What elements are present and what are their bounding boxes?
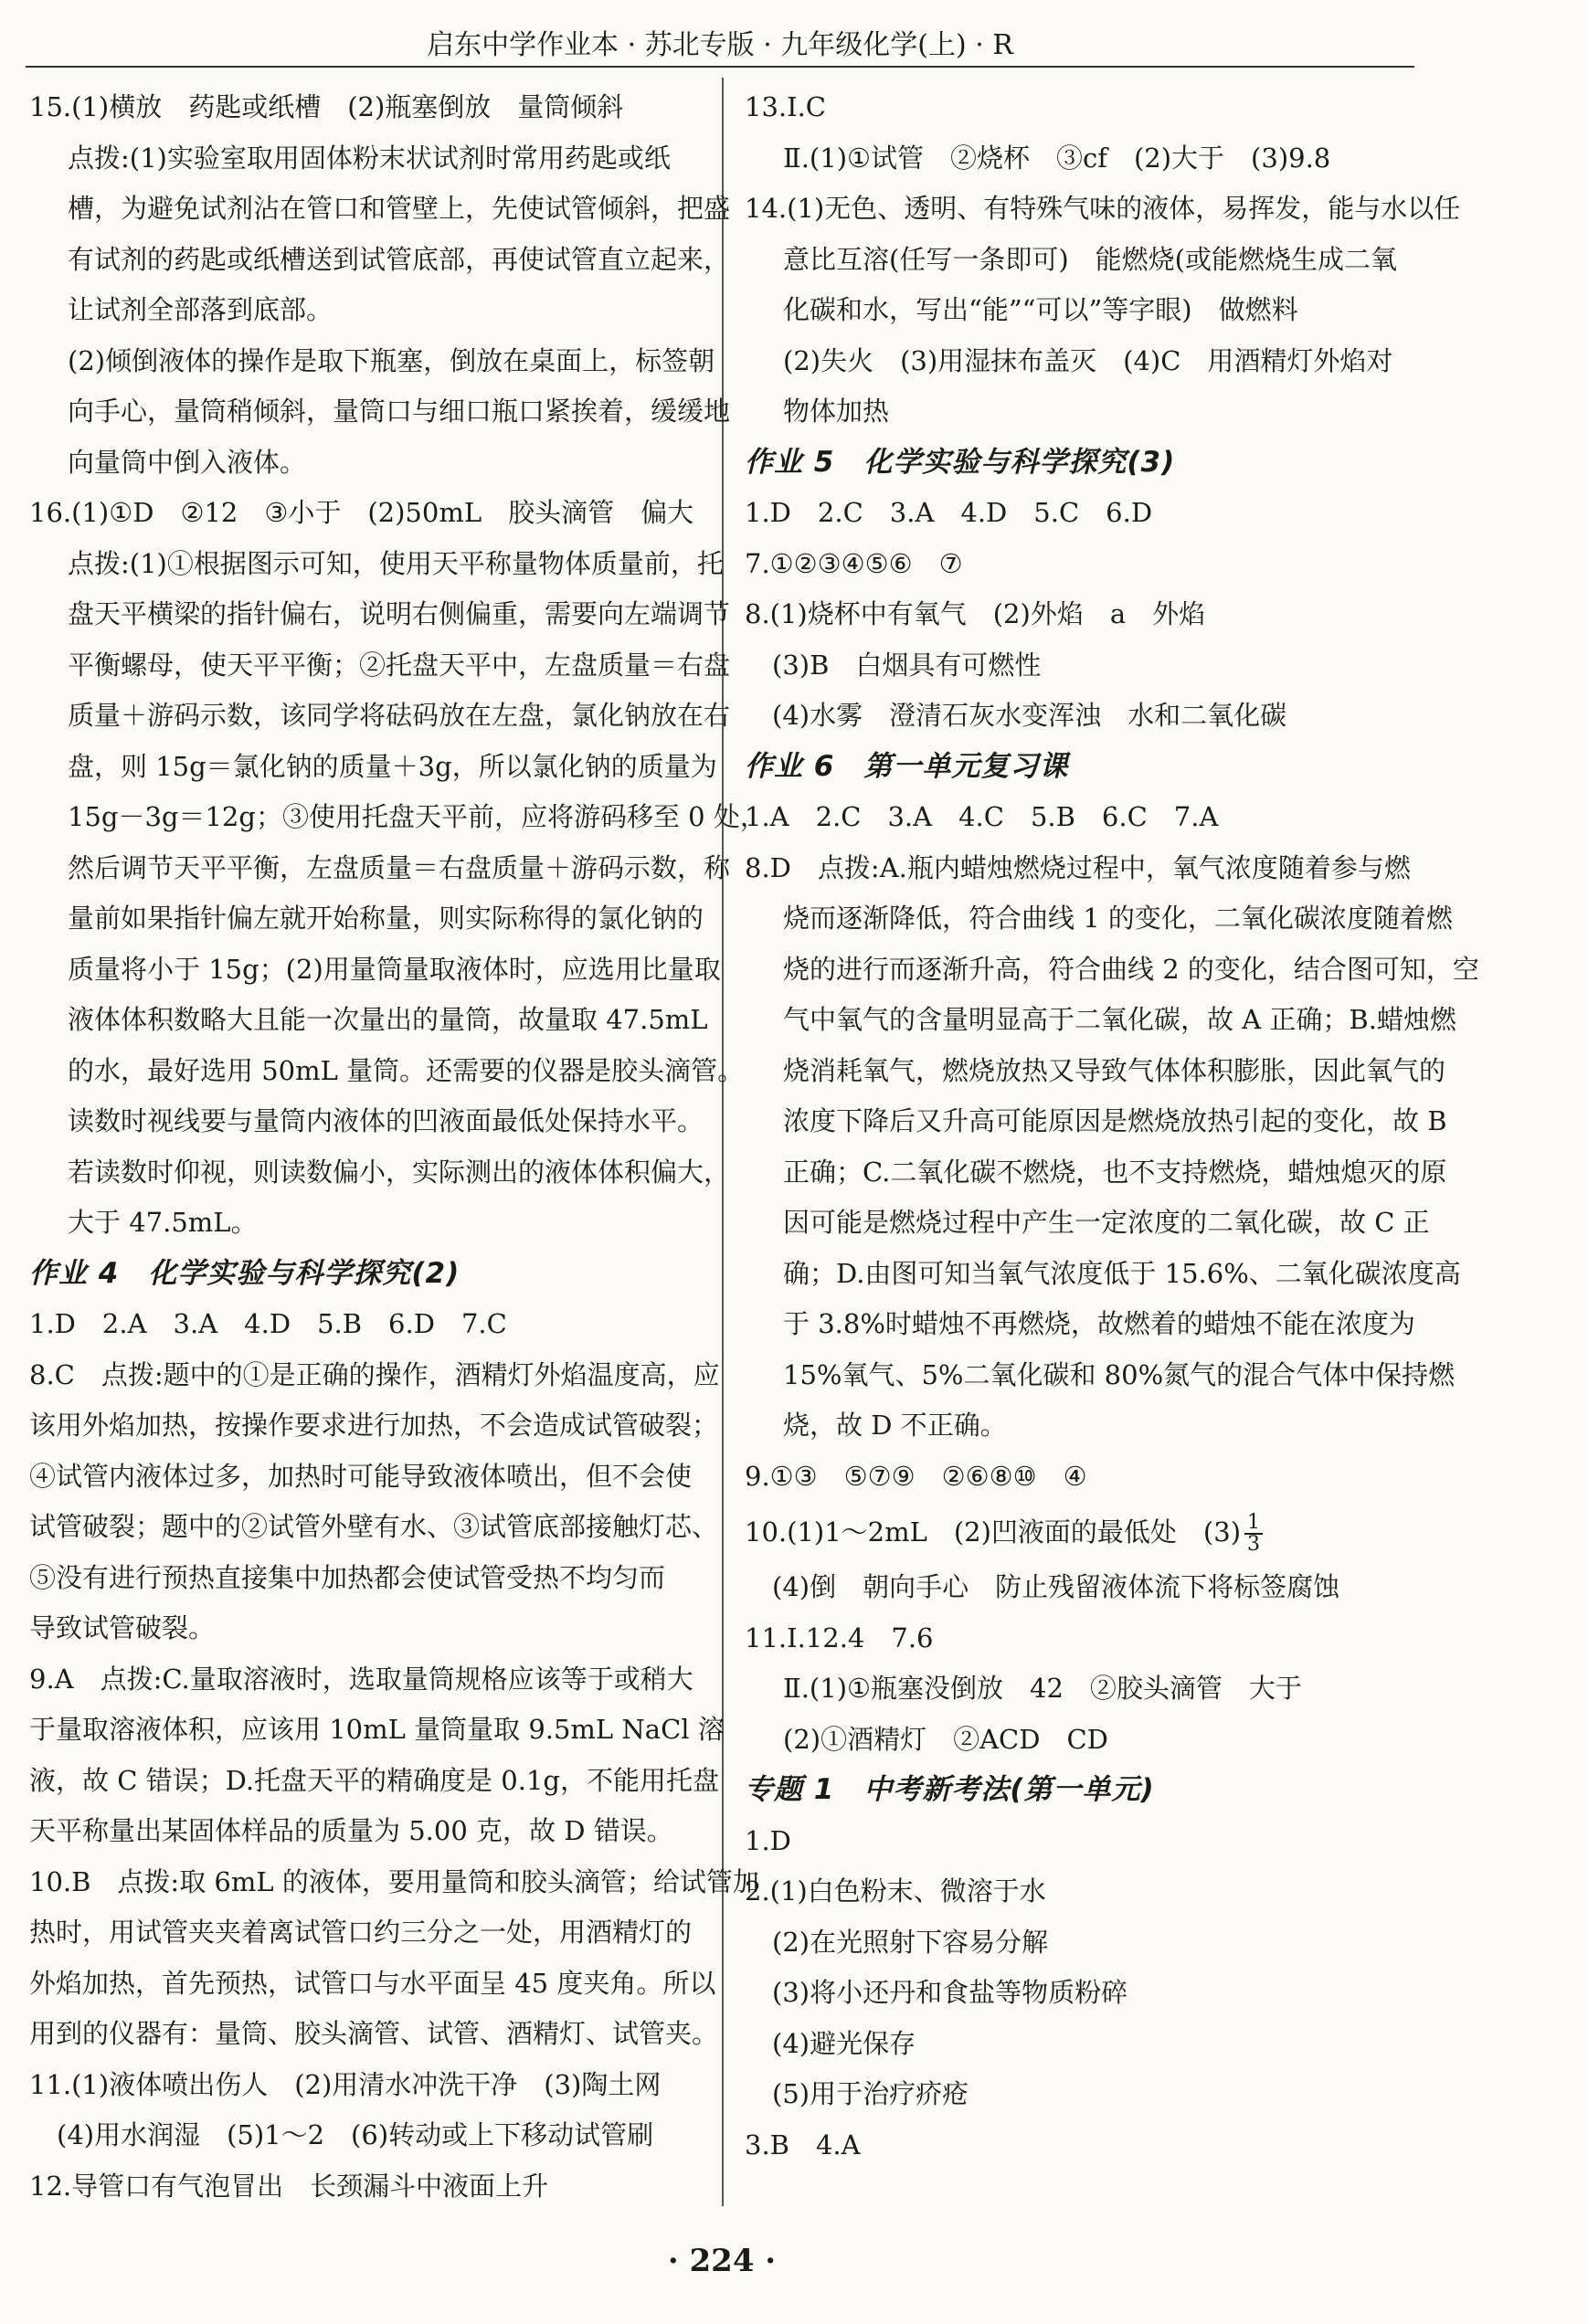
answer-line: 液体体积数略大且能一次量出的量筒，故量取 47.5mL: [68, 1004, 708, 1035]
answer-line: 读数时视线要与量筒内液体的凹液面最低处保持水平。: [68, 1105, 704, 1136]
answer-line: 8.C 点拨:题中的①是正确的操作，酒精灯外焰温度高，应: [29, 1358, 720, 1390]
answer-line: 外焰加热，首先预热，试管口与水平面呈 45 度夹角。所以: [29, 1967, 716, 1999]
answer-line: ④试管内液体过多，加热时可能导致液体喷出，但不会使: [29, 1460, 693, 1492]
answer-line: (4)用水润湿 (5)1～2 (6)转动或上下移动试管刷: [57, 2119, 654, 2150]
answer-line: ⑤没有进行预热直接集中加热都会使试管受热不均匀而: [29, 1561, 666, 1593]
answer-line: 正确；C.二氧化碳不燃烧，也不支持燃烧，蜡烛熄灭的原: [783, 1156, 1447, 1188]
answer-line: 盘天平横梁的指针偏右，说明右侧偏重，需要向左端调节: [68, 598, 731, 629]
answer-line: 天平称量出某固体样品的质量为 5.00 克，故 D 错误。: [29, 1815, 673, 1846]
section-heading: 作业 5 化学实验与科学探究(3): [745, 445, 1176, 479]
answer-line: 因可能是燃烧过程中产生一定浓度的二氧化碳，故 C 正: [783, 1207, 1430, 1238]
answer-line: 向量筒中倒入液体。: [68, 446, 307, 478]
page-header: 启东中学作业本 · 苏北专版 · 九年级化学(上) · R: [427, 29, 1013, 61]
answer-line: (3)将小还丹和食盐等物质粉碎: [772, 1977, 1128, 2008]
answer-line: 盘，则 15g＝氯化钠的质量＋3g，所以氯化钠的质量为: [68, 750, 717, 782]
answer-line: (4)避光保存: [772, 2027, 916, 2059]
answer-line: 1.D 2.C 3.A 4.D 5.C 6.D: [745, 497, 1153, 528]
answer-line: 烧而逐渐降低，符合曲线 1 的变化，二氧化碳浓度随着燃: [783, 903, 1453, 934]
answer-line: 烧的进行而逐渐升高，符合曲线 2 的变化，结合图可知，空: [783, 953, 1479, 985]
left-column: [29, 82, 767, 2212]
answer-line: 于量取溶液体积，应该用 10mL 量筒量取 9.5mL NaCl 溶: [29, 1714, 725, 1745]
answer-line: 3.B 4.A: [745, 2129, 861, 2160]
answer-line: 15%氧气、5%二氧化碳和 80%氮气的混合气体中保持燃: [783, 1358, 1456, 1390]
answer-line: 槽，为避免试剂沾在管口和管壁上，先使试管倾斜，把盛: [68, 193, 731, 224]
answer-line: 烧，故 D 不正确。: [783, 1410, 1007, 1441]
answer-line: 1.D: [745, 1824, 791, 1856]
header-rule: [26, 66, 1414, 68]
answer-line: 试管破裂；题中的②试管外壁有水、③试管底部接触灯芯、: [29, 1511, 719, 1542]
answer-line: (2)失火 (3)用湿抹布盖灭 (4)C 用酒精灯外焰对: [783, 344, 1393, 376]
answer-line: 物体加热: [783, 396, 890, 427]
answer-line: 确；D.由图可知当氧气浓度低于 15.6%、二氧化碳浓度高: [783, 1257, 1461, 1289]
answer-line: 9.①③ ⑤⑦⑨ ②⑥⑧⑩ ④: [745, 1460, 1087, 1492]
answer-line: 量前如果指针偏左就开始称量，则实际称得的氯化钠的: [68, 903, 704, 934]
answer-line: 有试剂的药匙或纸槽送到试管底部，再使试管直立起来，: [68, 243, 731, 275]
section-heading: 作业 6 第一单元复习课: [745, 749, 1069, 783]
answer-line: 大于 47.5mL。: [68, 1207, 258, 1238]
answer-line: 15.(1)横放 药匙或纸槽 (2)瓶塞倒放 量筒倾斜: [29, 91, 624, 122]
page-number: · 224 ·: [667, 2243, 777, 2279]
answer-line: 1.A 2.C 3.A 4.C 5.B 6.C 7.A: [745, 801, 1219, 832]
q10-text: 10.(1)1～2mL (2)凹液面的最低处 (3): [745, 1516, 1242, 1548]
answer-line: 2.(1)白色粉末、微溶于水: [745, 1875, 1046, 1907]
answer-line: 该用外焰加热，按操作要求进行加热，不会造成试管破裂；: [29, 1410, 719, 1441]
answer-line: 平衡螺母，使天平平衡；②托盘天平中，左盘质量＝右盘: [68, 649, 731, 681]
answer-line: 向手心，量筒稍倾斜，量筒口与细口瓶口紧挨着，缓缓地: [68, 396, 731, 427]
section-heading: 专题 1 中考新考法(第一单元): [745, 1773, 1155, 1806]
answer-line: Ⅱ.(1)①瓶塞没倒放 42 ②胶头滴管 大于: [783, 1673, 1302, 1704]
answer-line: (3)B 白烟具有可燃性: [772, 649, 1042, 681]
answer-line: (4)水雾 澄清石灰水变浑浊 水和二氧化碳: [772, 700, 1287, 731]
answer-line: 的水，最好选用 50mL 量筒。还需要的仪器是胶头滴管。: [68, 1054, 745, 1086]
answer-line: (4)倒 朝向手心 防止残留液体流下将标签腐蚀: [772, 1571, 1340, 1602]
answer-line: (2)在光照射下容易分解: [772, 1926, 1049, 1958]
answer-line: 8.D 点拨:A.瓶内蜡烛燃烧过程中，氧气浓度随着参与燃: [745, 851, 1411, 883]
answer-line: 液，故 C 错误；D.托盘天平的精确度是 0.1g，不能用托盘: [29, 1764, 719, 1796]
answer-line: 15g－3g＝12g；③使用托盘天平前，应将游码移至 0 处，: [68, 801, 767, 832]
answer-line: 于 3.8%时蜡烛不再燃烧，故燃着的蜡烛不能在浓度为: [783, 1308, 1415, 1339]
answer-line: Ⅱ.(1)①试管 ②烧杯 ③cf (2)大于 (3)9.8: [783, 142, 1331, 174]
answer-line: 气中氧气的含量明显高于二氧化碳，故 A 正确；B.蜡烛燃: [783, 1004, 1456, 1035]
answer-line: 质量将小于 15g；(2)用量筒量取液体时，应选用比量取: [68, 953, 721, 985]
answer-line: 8.(1)烧杯中有氧气 (2)外焰 a 外焰: [745, 598, 1206, 629]
answer-line: (5)用于治疗疥疮: [772, 2078, 969, 2109]
answer-line: 若读数时仰视，则读数偏小，实际测出的液体体积偏大，: [68, 1156, 731, 1188]
answer-line: 13.Ⅰ.C: [745, 91, 826, 122]
answer-line: 让试剂全部落到底部。: [68, 294, 333, 325]
answer-line: 导致试管破裂。: [29, 1612, 216, 1643]
fraction-numerator: 1: [1244, 1513, 1263, 1535]
right-column: [745, 82, 1479, 2171]
answer-line: 11.(1)液体喷出伤人 (2)用清水冲洗干净 (3)陶土网: [29, 2068, 662, 2100]
answer-line: 点拨:(1)实验室取用固体粉末状试剂时常用药匙或纸: [68, 142, 671, 174]
section-heading: 作业 4 化学实验与科学探究(2): [29, 1256, 461, 1290]
answer-line: 14.(1)无色、透明、有特殊气味的液体，易挥发，能与水以任: [745, 193, 1461, 224]
answer-line: 16.(1)①D ②12 ③小于 (2)50mL 胶头滴管 偏大: [29, 497, 694, 528]
answer-line: 热时，用试管夹夹着离试管口约三分之一处，用酒精灯的: [29, 1917, 693, 1948]
answer-line: 9.A 点拨:C.量取溶液时，选取量筒规格应该等于或稍大: [29, 1663, 693, 1695]
answer-line: 浓度下降后又升高可能原因是燃烧放热引起的变化，故 B: [783, 1105, 1447, 1136]
answer-line: 点拨:(1)①根据图示可知，使用天平称量物体质量前，托: [68, 547, 724, 579]
answer-line: 质量＋游码示数，该同学将砝码放在左盘，氯化钠放在右: [68, 700, 731, 731]
answer-line: (2)①酒精灯 ②ACD CD: [783, 1723, 1108, 1755]
answer-line: 然后调节天平平衡，左盘质量＝右盘质量＋游码示数，称: [68, 851, 731, 883]
answer-line: 12.导管口有气泡冒出 长颈漏斗中液面上升: [29, 2170, 549, 2202]
answer-line: 1.D 2.A 3.A 4.D 5.B 6.D 7.C: [29, 1308, 507, 1339]
answer-line: (2)倾倒液体的操作是取下瓶塞，倒放在桌面上，标签朝: [68, 344, 715, 376]
answer-line: 10.B 点拨:取 6mL 的液体，要用量筒和胶头滴管；给试管加: [29, 1865, 759, 1897]
answer-line: 用到的仪器有：量筒、胶头滴管、试管、酒精灯、试管夹。: [29, 2018, 719, 2049]
fraction-one-third: [1244, 1513, 1263, 1555]
answer-line: 11.Ⅰ.12.4 7.6: [745, 1622, 934, 1653]
answer-line: 7.①②③④⑤⑥ ⑦: [745, 547, 963, 579]
answer-line: 烧消耗氧气，燃烧放热又导致气体体积膨胀，因此氧气的: [783, 1054, 1446, 1086]
answer-line: 化碳和水，写出“能”“可以”等字眼) 做燃料: [783, 294, 1298, 325]
answer-line-q10: [745, 1502, 1419, 1562]
answer-line: 意比互溶(任写一条即可) 能燃烧(或能燃烧生成二氧: [783, 243, 1397, 275]
fraction-denominator: 3: [1247, 1533, 1261, 1556]
